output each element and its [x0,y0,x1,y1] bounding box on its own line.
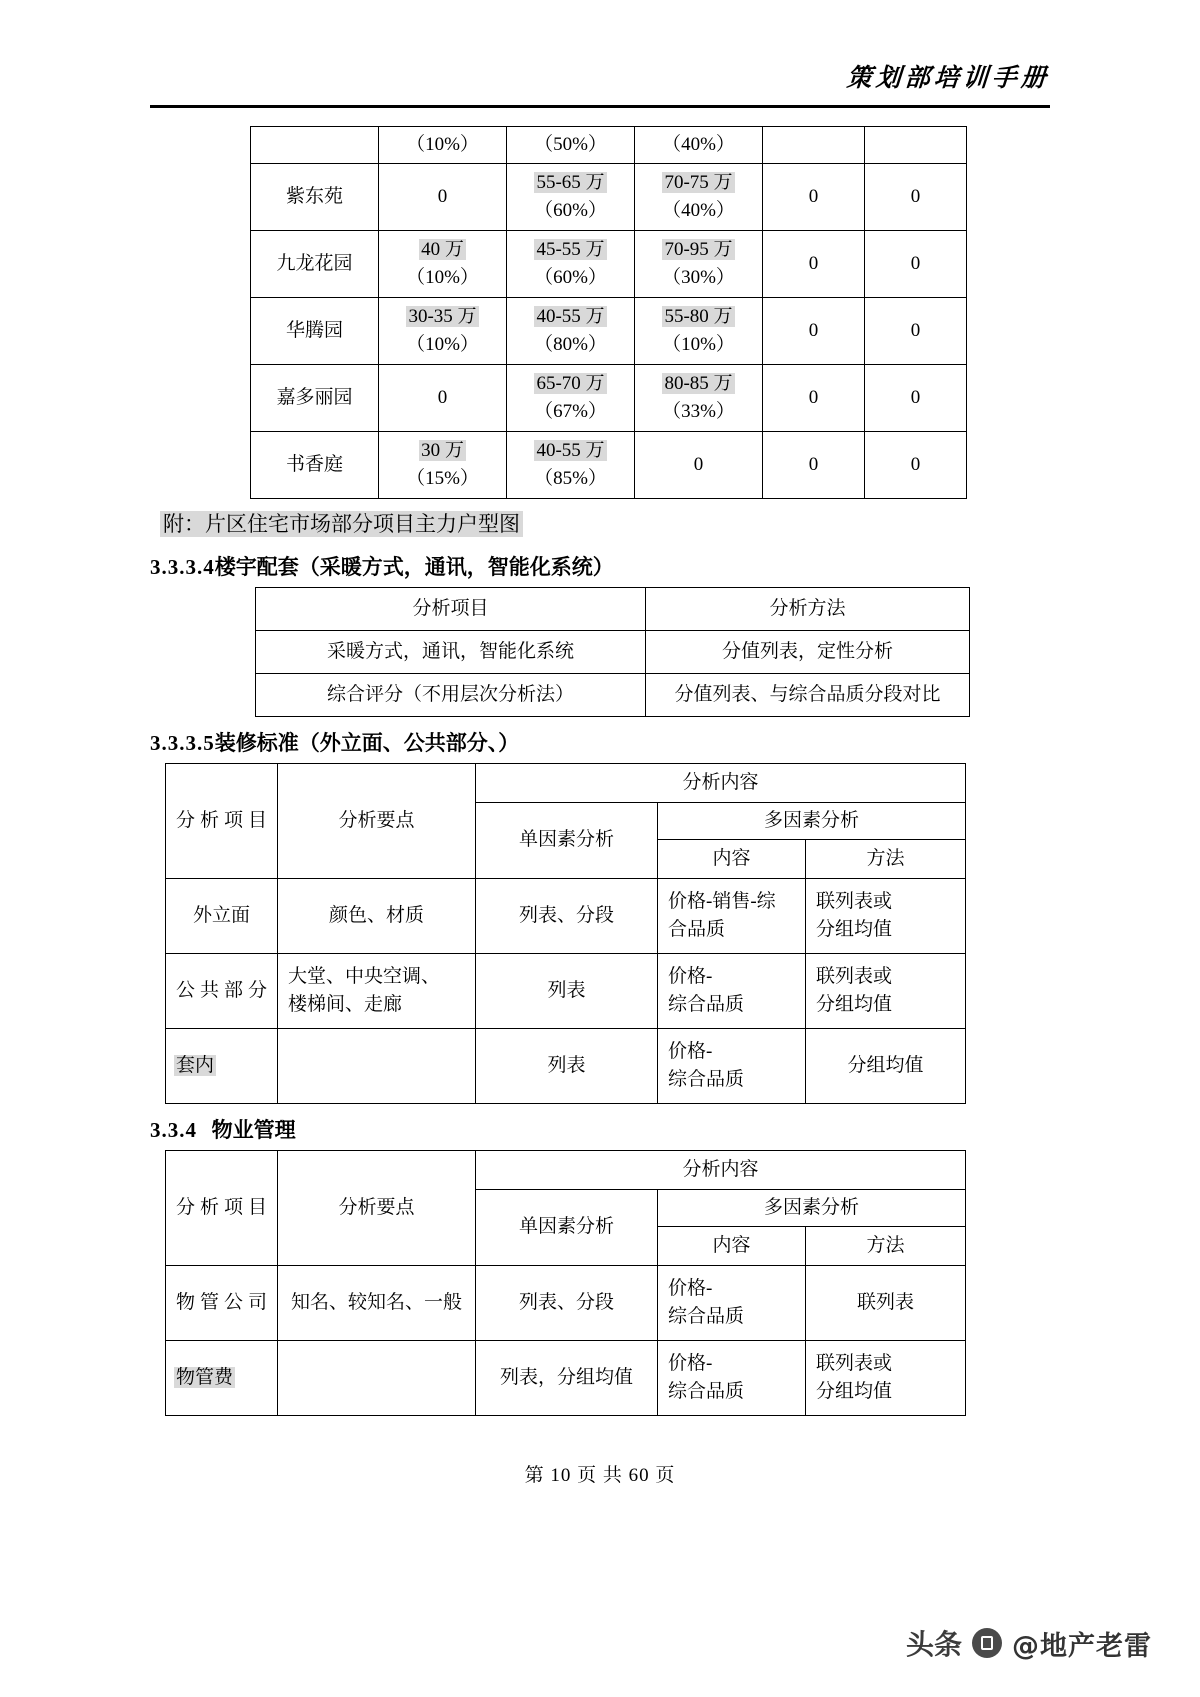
row-item-cell [166,1340,278,1415]
value-text: 联列表或 [816,890,893,912]
row-point-cell [278,1340,476,1415]
value-text: 楼梯间、走廊 [288,993,403,1015]
table-row [251,298,967,365]
value-text: 合品质 [668,918,726,940]
row-multi-content-cell [658,878,806,953]
table-cell [865,127,967,164]
section-title-3335: 装修标准（外立面、公共部分、） [214,730,520,755]
value-text: （60%） [534,267,607,288]
value-text: 0 [693,454,704,476]
value-text: 分组均值 [816,918,893,940]
table-cell [507,127,635,164]
row-single-factor-cell: 列表 [476,953,658,1028]
value-text: 价格- [668,1040,713,1062]
value-text: （33%） [662,401,735,422]
value-text: 0 [437,186,448,208]
project-name-cell: 紫东苑 [251,164,379,231]
value-text: 价格-销售-综 [668,890,776,912]
value-text: 联列表或 [816,1352,893,1374]
highlighted-value: 65-70 万 [536,373,605,395]
highlighted-value: 45-55 万 [536,239,605,261]
value-text: 综合品质 [668,1305,745,1327]
row-item-cell [166,1028,278,1103]
table-row [251,365,967,432]
section-number-3335: 3.3.3.5 [150,730,215,755]
table-cell: 0 [865,365,967,432]
project-name-cell [251,127,379,164]
row-multi-method-cell [806,1028,966,1103]
row-point-cell: 知名、较知名、一般 [278,1265,476,1340]
table-cell: 综合评分（不用层次分析法） [256,673,646,716]
section-title-3334: 楼宇配套（采暖方式，通讯，智能化系统） [214,554,614,579]
column-header: 分析方法 [646,587,970,630]
value-text: 大堂、中央空调、 [288,965,441,987]
row-multi-method-cell [806,1265,966,1340]
row-multi-method-cell [806,878,966,953]
highlighted-value: 套内 [176,1054,215,1076]
column-header-content: 分析内容 [476,1150,966,1189]
highlighted-value: 55-80 万 [664,306,733,328]
table-cell [763,127,865,164]
table-cell: 0 [865,298,967,365]
table-cell [635,432,763,499]
table-cell: 0 [865,231,967,298]
value-text: 综合品质 [668,993,745,1015]
value-text: （80%） [534,334,607,355]
column-header-single-factor: 单因素分析 [476,1189,658,1265]
column-header-point: 分析要点 [278,763,476,878]
row-single-factor-cell: 列表 [476,1028,658,1103]
row-item-cell: 物管公司 [166,1265,278,1340]
section-heading-3335 [150,727,1050,757]
table-cell: 采暖方式，通讯，智能化系统 [256,630,646,673]
price-distribution-table [250,126,967,499]
row-multi-method-cell [806,1340,966,1415]
row-multi-content-cell [658,1028,806,1103]
table-cell [379,432,507,499]
project-name-cell: 书香庭 [251,432,379,499]
value-text: （50%） [534,134,607,156]
table-cell [635,231,763,298]
table-cell [507,432,635,499]
highlighted-value: 30 万 [421,440,464,462]
table-header-row [256,587,970,630]
table-cell [635,298,763,365]
table-cell [379,127,507,164]
row-single-factor-cell: 列表、分段 [476,1265,658,1340]
project-name-cell: 华腾园 [251,298,379,365]
row-point-cell: 颜色、材质 [278,878,476,953]
value-text: 价格- [668,965,713,987]
table-cell: 0 [763,298,865,365]
header-divider [150,105,1050,108]
value-text: （30%） [662,267,735,288]
value-text: （10%） [662,334,735,355]
toutiao-logo-icon: 头条 [905,1628,962,1661]
section-heading-334 [150,1114,1050,1144]
value-text: （10%） [406,334,479,355]
table-cell: 分值列表，定性分析 [646,630,970,673]
attachment-note-text: 附：片区住宅市场部分项目主力户型图 [160,511,523,537]
value-text: 分组均值 [816,1380,893,1402]
column-header-multi-method: 方法 [806,839,966,878]
highlighted-value: 55-65 万 [536,172,605,194]
table-cell [507,164,635,231]
value-text: 联列表或 [816,965,893,987]
value-text: 联列表 [856,1291,914,1313]
highlighted-value: 30-35 万 [408,306,477,328]
column-header: 分析项目 [256,587,646,630]
column-header-multi-content: 内容 [658,1226,806,1265]
column-header-single-factor: 单因素分析 [476,802,658,878]
row-point-cell [278,953,476,1028]
column-header-item: 分析项目 [166,763,278,878]
table-cell: 0 [763,231,865,298]
highlighted-value: 80-85 万 [664,373,733,395]
table-cell [379,231,507,298]
property-management-table [165,1150,966,1416]
table-header-row [166,763,966,802]
table-cell [635,365,763,432]
attachment-note [160,509,1050,541]
table-row [166,1265,966,1340]
value-text: （15%） [406,468,479,489]
row-multi-method-cell [806,953,966,1028]
table-row [251,231,967,298]
value-text: 综合品质 [668,1380,745,1402]
value-text: （10%） [406,134,479,156]
column-header-multi-content: 内容 [658,839,806,878]
row-single-factor-cell: 列表，分组均值 [476,1340,658,1415]
table-header-row [166,1150,966,1189]
page-footer: 第 10 页 共 60 页 [524,1465,676,1486]
row-item-cell: 公共部分 [166,953,278,1028]
column-header-point: 分析要点 [278,1150,476,1265]
table-cell: 0 [865,164,967,231]
section-title-334: 物业管理 [211,1117,296,1142]
highlighted-value: 40 万 [421,239,464,261]
section-number-3334: 3.3.3.4 [150,554,215,579]
table-cell: 0 [763,432,865,499]
page-header [150,58,1050,110]
value-text: （60%） [534,200,607,221]
table-row [251,127,967,164]
highlighted-value: 40-55 万 [536,306,605,328]
table-row [251,164,967,231]
table-row [166,1340,966,1415]
column-header-multi-factor: 多因素分析 [658,802,966,839]
row-multi-content-cell [658,953,806,1028]
table-row [166,953,966,1028]
project-name-cell: 嘉多丽园 [251,365,379,432]
table-cell [507,231,635,298]
table-row [251,432,967,499]
row-item-cell: 外立面 [166,878,278,953]
table-cell: 0 [763,365,865,432]
column-header-content: 分析内容 [476,763,966,802]
project-name-cell: 九龙花园 [251,231,379,298]
value-text: 分组均值 [847,1054,924,1076]
value-text: （67%） [534,401,607,422]
watermark-badge-icon [972,1628,1002,1658]
value-text: 0 [437,387,448,409]
highlighted-value: 70-95 万 [664,239,733,261]
table-row [256,630,970,673]
row-point-cell [278,1028,476,1103]
header-title: 策划部培训手册 [845,63,1051,92]
table-cell [379,365,507,432]
value-text: （40%） [662,200,735,221]
highlighted-value: 物管费 [176,1366,234,1388]
value-text: （85%） [534,468,607,489]
value-text: 价格- [668,1352,713,1374]
highlighted-value: 70-75 万 [664,172,733,194]
document-content [150,126,1050,1416]
section-heading-3334 [150,551,1050,581]
highlighted-value: 40-55 万 [536,440,605,462]
table-cell [379,298,507,365]
facility-analysis-table [255,587,970,717]
value-text: 综合品质 [668,1068,745,1090]
table-row [166,878,966,953]
table-cell [507,298,635,365]
value-text: 分组均值 [816,993,893,1015]
decoration-standard-table [165,763,966,1104]
table-row [256,673,970,716]
value-text: 价格- [668,1277,713,1299]
table-cell: 0 [865,432,967,499]
watermark [906,1623,1152,1663]
table-cell [635,127,763,164]
row-multi-content-cell [658,1265,806,1340]
table-cell [379,164,507,231]
table-cell: 0 [763,164,865,231]
row-single-factor-cell: 列表、分段 [476,878,658,953]
table-row [166,1028,966,1103]
column-header-multi-factor: 多因素分析 [658,1189,966,1226]
watermark-author: @地产老雷 [1012,1630,1152,1662]
value-text: （40%） [662,134,735,156]
table-cell: 分值列表、与综合品质分段对比 [646,673,970,716]
row-multi-content-cell [658,1340,806,1415]
table-cell [507,365,635,432]
section-number-334: 3.3.4 [150,1117,197,1142]
column-header-multi-method: 方法 [806,1226,966,1265]
table-cell [635,164,763,231]
value-text: （10%） [406,267,479,288]
column-header-item: 分析项目 [166,1150,278,1265]
